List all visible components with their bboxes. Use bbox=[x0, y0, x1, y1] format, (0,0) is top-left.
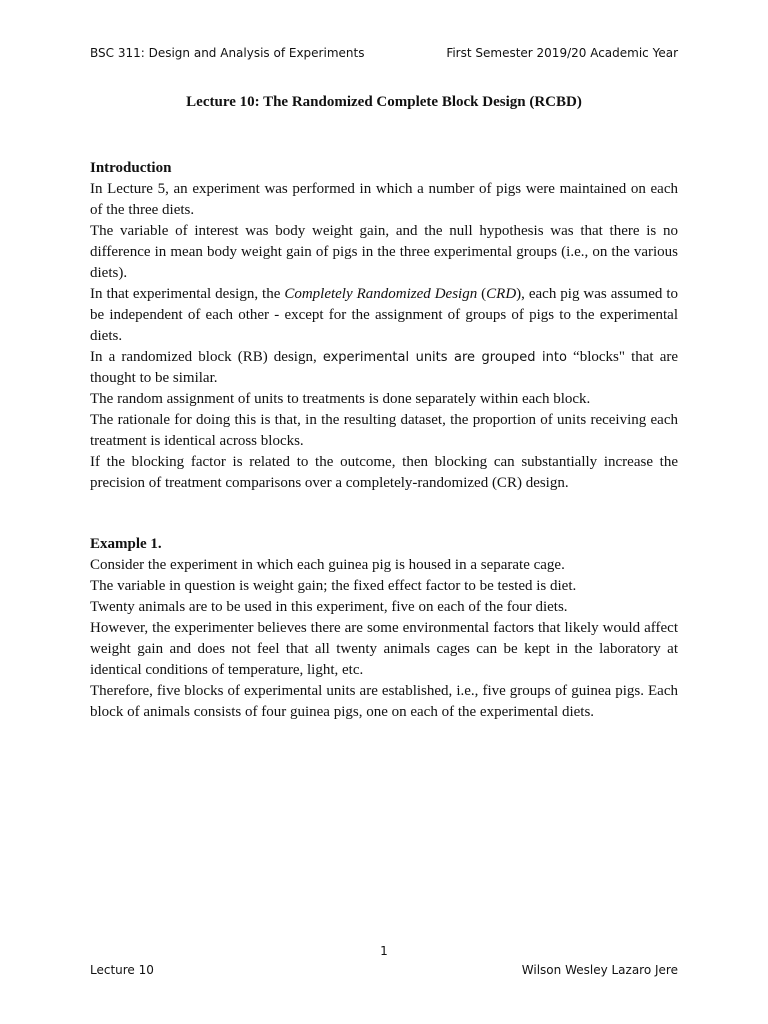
rb-paragraph-2: The random assignment of units to treatments is done separately within each block. bbox=[90, 391, 591, 407]
intro-paragraph-2: The variable of interest was body weight gain, and the null hypothesis was that there is no difference in mean body weight gain of pigs in the three experimental groups (i.e., on the various diets). bbox=[90, 223, 678, 281]
example-paragraph-5: Therefore, five blocks of experimental units are established, i.e., five groups of guinea pigs. Each block of animals consists of four guinea pigs, one on each of the experimental diets. bbox=[90, 683, 678, 720]
footer-lecture: Lecture 10 bbox=[90, 963, 154, 977]
page-number: 1 bbox=[380, 944, 388, 958]
document-body bbox=[90, 92, 678, 723]
example-paragraph-3: Twenty animals are to be used in this experiment, five on each of the four diets. bbox=[90, 599, 568, 615]
rb-paragraph-4: If the blocking factor is related to the outcome, then blocking can substantially increase the precision of treatment comparisons over a completely-randomized (CR) design. bbox=[90, 454, 678, 491]
header-course: BSC 311: Design and Analysis of Experiments bbox=[90, 46, 365, 60]
example-paragraph-4: However, the experimenter believes there are some environmental factors that likely would affect weight gain and does not feel that all twenty animals cages can be kept in the laboratory at identical conditions of temperature, light, etc. bbox=[90, 620, 678, 678]
crd-name: Completely Randomized Design bbox=[284, 286, 478, 302]
rb-text-highlight: experimental units are grouped into bbox=[322, 350, 567, 365]
lecture-title: Lecture 10: The Randomized Complete Block Design (RCBD) bbox=[186, 94, 582, 110]
rb-text-after: “blocks" that are thought to be similar. bbox=[90, 349, 679, 386]
rb-text-before: In a randomized block (RB) design, bbox=[90, 349, 323, 365]
crd-paren: ( bbox=[477, 286, 487, 302]
crd-text-after: ), each pig was assumed to be independent of each other - except for the assignment of groups of pigs to the experimental diets. bbox=[90, 286, 678, 344]
footer-author: Wilson Wesley Lazaro Jere bbox=[521, 963, 678, 977]
page-footer bbox=[90, 963, 678, 977]
rb-paragraph-3: The rationale for doing this is that, in the resulting dataset, the proportion of units receiving each treatment is identical across blocks. bbox=[90, 412, 678, 449]
intro-paragraph-1: In Lecture 5, an experiment was performed in which a number of pigs were maintained on each of the three diets. bbox=[90, 181, 678, 218]
crd-abbreviation: CRD bbox=[486, 286, 517, 302]
example-paragraph-1: Consider the experiment in which each guinea pig is housed in a separate cage. bbox=[90, 557, 565, 573]
example-heading: Example 1. bbox=[90, 536, 162, 552]
rb-paragraph-1 bbox=[90, 347, 678, 389]
crd-text-before: In that experimental design, the bbox=[90, 286, 285, 302]
page-header bbox=[90, 46, 678, 60]
header-semester: First Semester 2019/20 Academic Year bbox=[446, 46, 678, 60]
introduction-heading: Introduction bbox=[90, 160, 172, 176]
example-paragraph-2: The variable in question is weight gain; the fixed effect factor to be tested is diet. bbox=[90, 578, 577, 594]
intro-paragraph-3 bbox=[90, 284, 678, 347]
